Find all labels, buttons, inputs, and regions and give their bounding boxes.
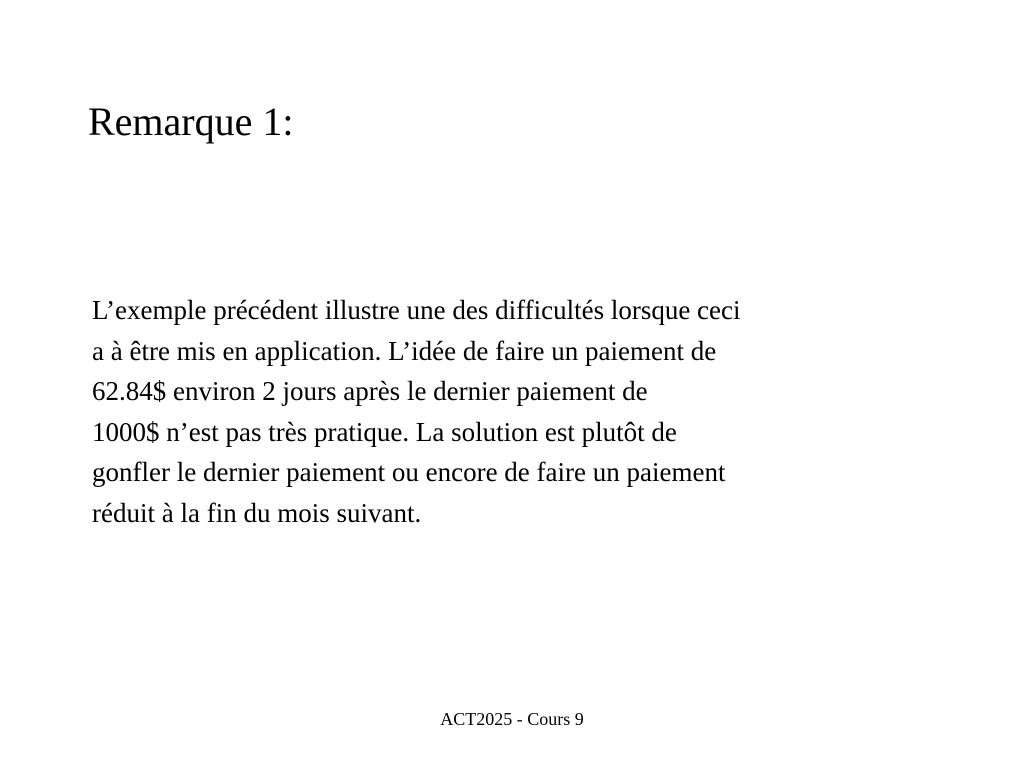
- body-line: L’exemple précédent illustre une des difficultés lorsque ceci: [92, 295, 741, 325]
- slide-footer: ACT2025 - Cours 9: [440, 709, 584, 729]
- body-line: 1000$ n’est pas très pratique. La solution est plutôt de: [92, 416, 677, 447]
- body-line: 62.84$ environ 2 jours après le dernier paiement de: [92, 376, 648, 406]
- body-line: gonfler le dernier paiement ou encore de faire un paiement: [92, 457, 726, 487]
- body-line: réduit à la fin du mois suivant.: [92, 497, 422, 528]
- body-line: a à être mis en application. L’idée de faire un paiement de: [92, 335, 717, 366]
- slide-title: Remarque 1:: [88, 99, 294, 144]
- slide-body: [92, 290, 932, 533]
